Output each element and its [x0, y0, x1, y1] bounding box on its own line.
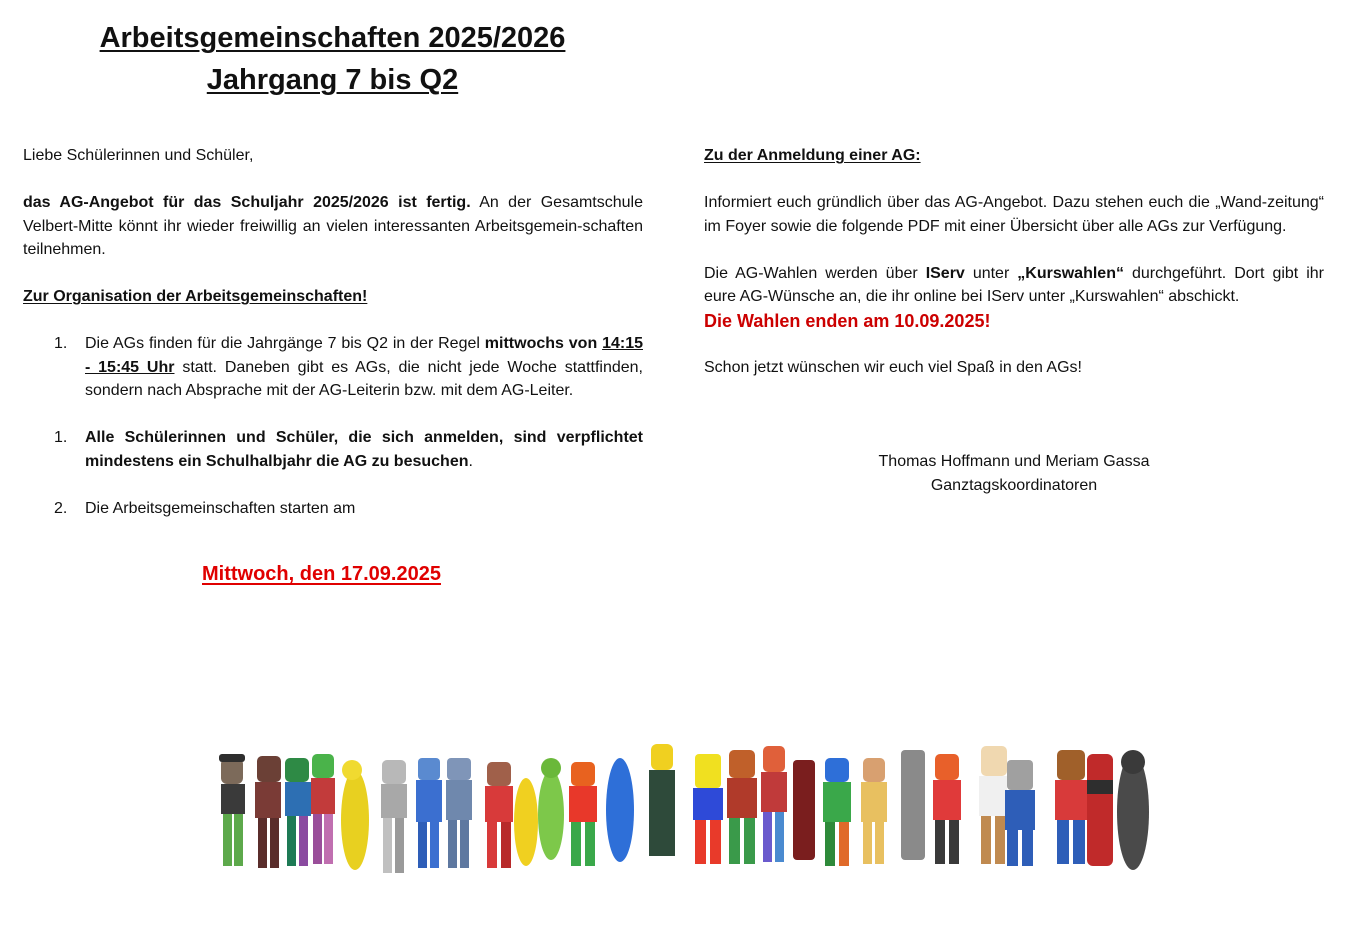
list-number: 1. [54, 429, 68, 446]
list-item: 1. Alle Schülerinnen und Schüler, die sich anmelden, sind verpflichtet mindestens ein Schulhalbjahr die AG zu besuchen. [23, 426, 643, 473]
list-item: 2. Die Arbeitsgemeinschaften starten am [23, 497, 643, 521]
intro-text: An der Gesamtschule Velbert-Mitte könnt ihr wieder freiwillig an vielen interessanten Arbeitsgemein-schaften teilnehmen. [23, 194, 643, 258]
greeting: Liebe Schülerinnen und Schüler, [23, 147, 254, 164]
page-title: Arbeitsgemeinschaften 2025/2026 [99, 22, 566, 54]
signature-names: Thomas Hoffmann und Meriam Gassa [878, 453, 1150, 470]
wooden-figures-illustration [215, 740, 1155, 890]
list-number: 2. [54, 499, 68, 517]
organisation-list [23, 332, 643, 520]
election-paragraph: Die AG-Wahlen werden über IServ unter „Kurswahlen“ durchgeführt. Dort gibt ihr eure AG-Wünsche an, die ihr online bei IServ unter „Kurswahlen“ abschickt. [704, 264, 1325, 305]
list-item: 1. Die AGs finden für die Jahrgänge 7 bis Q2 in der Regel mittwochs von 14:15 - 15:45 Uhr statt. Daneben gibt es AGs, die nicht jede Woche stattfinden, sondern nach Absprache mit der AG-Leiterin bzw. mit dem AG-Leiter. [23, 332, 643, 403]
deadline-notice: Die Wahlen enden am 10.09.2025! [704, 310, 991, 331]
left-column [23, 144, 643, 520]
wish-text: Schon jetzt wünschen wir euch viel Spaß in den AGs! [704, 359, 1082, 376]
signature-role: Ganztagskoordinatoren [930, 476, 1098, 494]
info-paragraph: Informiert euch gründlich über das AG-Angebot. Dazu stehen euch die „Wand-zeitung“ im Foyer sowie die folgende PDF mit einer Übersicht über alle AGs zur Verfügung. [704, 194, 1324, 235]
registration-heading: Zu der Anmeldung einer AG: [704, 147, 921, 164]
intro-paragraph [23, 191, 643, 262]
list-number: 1. [54, 335, 68, 352]
organisation-heading: Zur Organisation der Arbeitsgemeinschaften! [23, 288, 368, 305]
page-subtitle: Jahrgang 7 bis Q2 [206, 64, 459, 96]
intro-bold: das AG-Angebot für das Schuljahr 2025/2026 ist fertig. [23, 194, 471, 211]
start-date: Mittwoch, den 17.09.2025 [202, 563, 441, 585]
right-column [704, 144, 1324, 497]
time-range: 14:15 - 15:45 Uhr [85, 335, 643, 376]
